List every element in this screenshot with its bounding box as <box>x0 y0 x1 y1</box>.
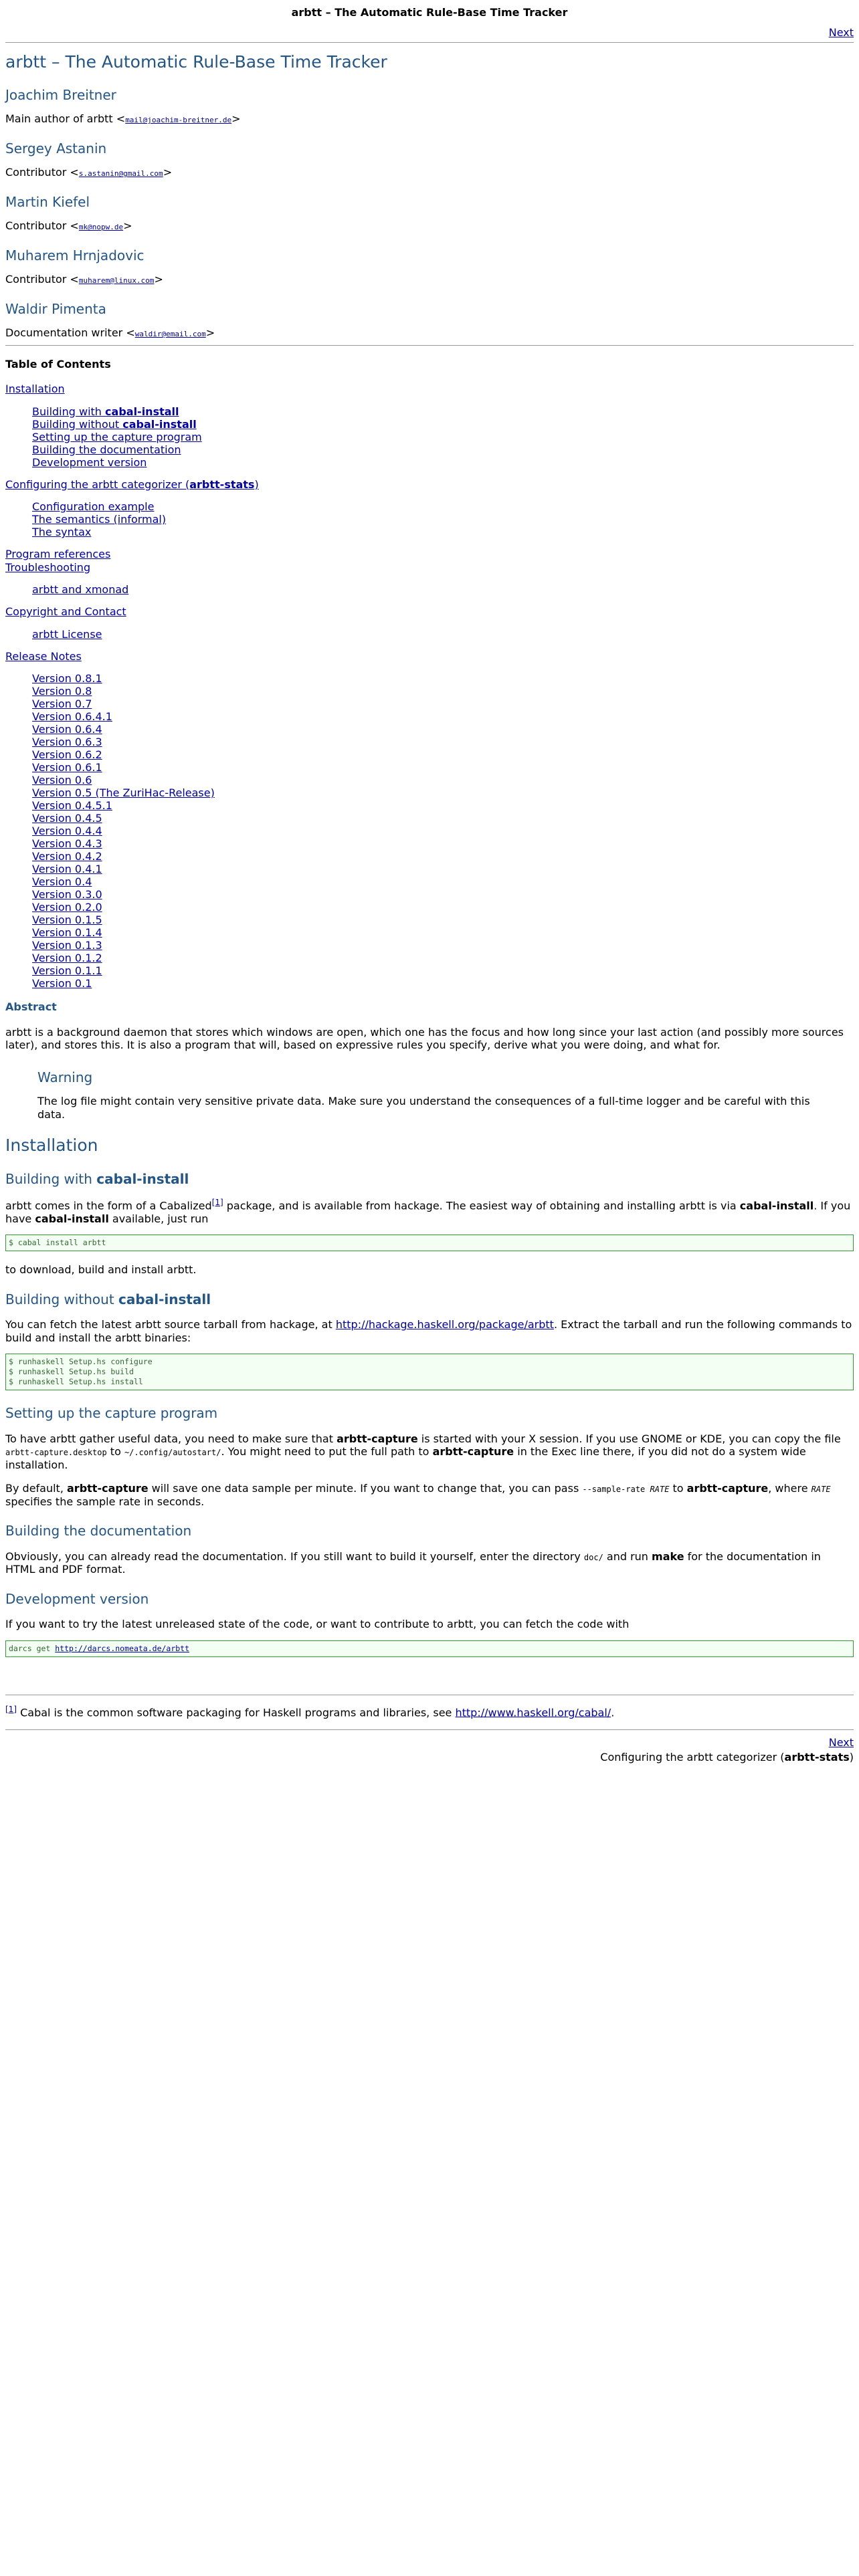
footer-next-link[interactable]: Next <box>828 1736 854 1749</box>
cabal-install-after-text: to download, build and install arbtt. <box>5 1263 197 1277</box>
hackage-link[interactable]: http://hackage.haskell.org/package/arbtt <box>335 1318 554 1331</box>
darcs-code: darcs get http://darcs.nomeata.de/arbtt <box>5 1640 854 1657</box>
runhaskell-code: $ runhaskell Setup.hs configure $ runhaskell Setup.hs build $ runhaskell Setup.hs install <box>5 1354 854 1390</box>
author-name: Muharem Hrnjadovic <box>5 247 145 263</box>
footnote: [1] Cabal is the common software packaging for Haskell programs and libraries, see http://www.haskell.org/cabal/. <box>5 1704 615 1719</box>
installation-heading: Installation <box>5 1136 98 1156</box>
toc-title: Table of Contents <box>5 357 111 370</box>
abstract-title: Abstract <box>5 1000 57 1014</box>
author-email-link[interactable]: mk@nopw.de <box>78 223 124 232</box>
toc-troubleshooting-sublist <box>32 583 854 596</box>
toc-version-link[interactable]: Version 0.3.0 <box>32 888 102 901</box>
dev-heading: Development version <box>5 1590 149 1607</box>
toc-version-link[interactable]: Version 0.6.1 <box>32 761 102 774</box>
toc-copyright-link[interactable]: Copyright and Contact <box>5 605 126 619</box>
nav-next-link[interactable]: Next <box>828 26 854 39</box>
toc-version-link[interactable]: Version 0.4.2 <box>32 850 102 863</box>
authors-divider <box>5 345 854 346</box>
author-role: Contributor <s.astanin@gmail.com> <box>5 166 173 179</box>
building-without-cabal-text: You can fetch the latest arbtt source tarball from hackage, at http://hackage.haskell.org/package/arbtt. Extract the tarball and run the following commands to build and install the arbtt binaries: <box>5 1318 852 1344</box>
toc-version-link[interactable]: Version 0.4.3 <box>32 837 102 851</box>
capture-heading: Setting up the capture program <box>5 1405 218 1422</box>
author-role: Main author of arbtt <mail@joachim-breitner.de> <box>5 112 241 126</box>
toc-program-refs-link[interactable]: Program references <box>5 548 111 561</box>
page-title: arbtt – The Automatic Rule-Base Time Tracker <box>5 51 387 72</box>
toc-version-link[interactable]: Version 0.6.2 <box>32 748 102 762</box>
toc-version-link[interactable]: Version 0.1.2 <box>32 952 102 965</box>
toc-version-link[interactable]: Version 0.1 <box>32 977 92 990</box>
toc-version-link[interactable]: Version 0.1.5 <box>32 914 102 927</box>
table-of-contents <box>5 358 854 990</box>
dev-text: If you want to try the latest unreleased state of the code, or want to contribute to arbtt, you can fetch the code with <box>5 1618 630 1631</box>
toc-version-link[interactable]: Version 0.4.5.1 <box>32 799 112 813</box>
toc-version-link[interactable]: Version 0.7 <box>32 697 92 711</box>
toc-version-link[interactable]: Version 0.1.3 <box>32 939 102 952</box>
author-role: Contributor <mk@nopw.de> <box>5 219 132 233</box>
toc-version-link[interactable]: Version 0.8.1 <box>32 672 102 685</box>
toc-building-with-cabal-link[interactable]: Building with cabal-install <box>32 405 179 418</box>
toc-version-link[interactable]: Version 0.1.4 <box>32 926 102 940</box>
author-role: Documentation writer <waldir@email.com> <box>5 326 215 340</box>
toc-copyright-sublist <box>32 628 854 641</box>
cabal-install-code: $ cabal install arbtt <box>5 1235 854 1251</box>
toc-version-link[interactable]: Version 0.6 <box>32 774 92 787</box>
building-with-cabal-text: arbtt comes in the form of a Cabalized[1] package, and is available from hackage. The easiest way of obtaining and installing arbtt is via cabal-install. If you have cabal-install available, just run <box>5 1198 851 1225</box>
cabal-link[interactable]: http://www.haskell.org/cabal/ <box>455 1705 611 1719</box>
abstract <box>5 1000 854 1052</box>
author-name: Sergey Astanin <box>5 140 107 156</box>
toc-version-link[interactable]: Version 0.6.4 <box>32 723 102 736</box>
footnote-backref-link[interactable]: [1] <box>5 1704 17 1714</box>
toc-release-notes-link[interactable]: Release Notes <box>5 649 82 663</box>
footnote-ref-link[interactable]: [1] <box>211 1198 223 1208</box>
toc-building-without-cabal-link[interactable]: Building without cabal-install <box>32 417 197 431</box>
building-with-cabal-heading: Building with cabal-install <box>5 1170 189 1187</box>
toc-xmonad-link[interactable]: arbtt and xmonad <box>32 583 129 597</box>
warning-title: Warning <box>37 1069 93 1085</box>
toc-capture-link[interactable]: Setting up the capture program <box>32 430 202 443</box>
toc-config-item-link[interactable]: The semantics (informal) <box>32 513 167 526</box>
author-name: Martin Kiefel <box>5 193 90 210</box>
toc-version-link[interactable]: Version 0.2.0 <box>32 901 102 914</box>
toc-config-sublist <box>32 500 854 538</box>
toc-version-link[interactable]: Version 0.4.5 <box>32 812 102 825</box>
abstract-text: arbtt is a background daemon that stores which windows are open, which one has the focus and how long since your last action (and possibly more sources later), and stores this. It is also a program that will, based on expressive rules you specify, derive what you were doing, and what for. <box>5 1025 844 1052</box>
capture-text-2: By default, arbtt-capture will save one data sample per minute. If you want to change that, you can pass --sample-rate RATE to arbtt-capture, where RATE specifies the sample rate in seconds. <box>5 1482 831 1508</box>
toc-config-item-link[interactable]: Configuration example <box>32 500 155 514</box>
darcs-link[interactable]: http://darcs.nomeata.de/arbtt <box>55 1643 190 1653</box>
toc-version-link[interactable]: Version 0.6.3 <box>32 736 102 749</box>
nav-header-title: arbtt – The Automatic Rule-Base Time Tracker <box>291 6 568 19</box>
docs-heading: Building the documentation <box>5 1523 192 1539</box>
toc-version-link[interactable]: Version 0.1.1 <box>32 964 102 978</box>
author-email-link[interactable]: mail@joachim-breitner.de <box>125 116 232 125</box>
toc-version-link[interactable]: Version 0.8 <box>32 685 92 698</box>
warning-text: The log file might contain very sensitive private data. Make sure you understand the consequences of a full-time logger and be careful with this data. <box>37 1095 810 1121</box>
author-email-link[interactable]: waldir@email.com <box>134 330 206 339</box>
warning-box <box>37 1069 854 1121</box>
toc-version-link[interactable]: Version 0.4.4 <box>32 825 102 838</box>
author-email-link[interactable]: muharem@linux.com <box>78 276 155 286</box>
footer-divider <box>5 1729 854 1730</box>
footer-nav <box>5 1735 854 1765</box>
author-role: Contributor <muharem@linux.com> <box>5 273 163 286</box>
toc-version-link[interactable]: Version 0.5 (The ZuriHac-Release) <box>32 786 215 800</box>
toc-config-link[interactable]: Configuring the arbtt categorizer (arbtt-stats) <box>5 477 259 491</box>
building-without-cabal-heading: Building without cabal-install <box>5 1291 211 1307</box>
author-name: Waldir Pimenta <box>5 300 106 317</box>
capture-text-1: To have arbtt gather useful data, you need to make sure that arbtt-capture is started with your X session. If you use GNOME or KDE, you can copy the file arbtt-capture.desktop to ~/.config/autostart/. You might need to put the full path to arbtt-capture in the Exec line there, if you did not do a system wide installation. <box>5 1432 841 1471</box>
toc-config-item-link[interactable]: The syntax <box>32 526 92 539</box>
toc-troubleshooting-link[interactable]: Troubleshooting <box>5 560 91 574</box>
toc-version-link[interactable]: Version 0.6.4.1 <box>32 710 112 724</box>
toc-installation-link[interactable]: Installation <box>5 383 65 396</box>
toc-versions-sublist <box>32 672 854 990</box>
authors-block <box>5 87 854 340</box>
author-email-link[interactable]: s.astanin@gmail.com <box>78 169 163 179</box>
toc-version-link[interactable]: Version 0.4 <box>32 875 92 889</box>
toc-installation-sublist <box>32 405 854 469</box>
toc-license-link[interactable]: arbtt License <box>32 627 102 641</box>
docs-text: Obviously, you can already read the documentation. If you still want to build it yourself, enter the directory doc/ and run make for the documentation in HTML and PDF format. <box>5 1549 821 1576</box>
author-name: Joachim Breitner <box>5 87 116 104</box>
toc-dev-link[interactable]: Development version <box>32 455 147 469</box>
header-divider <box>5 42 854 43</box>
toc-version-link[interactable]: Version 0.4.1 <box>32 863 102 876</box>
footer-next-title: Configuring the arbtt categorizer (arbtt-stats) <box>600 1751 854 1764</box>
toc-docs-link[interactable]: Building the documentation <box>32 443 181 456</box>
